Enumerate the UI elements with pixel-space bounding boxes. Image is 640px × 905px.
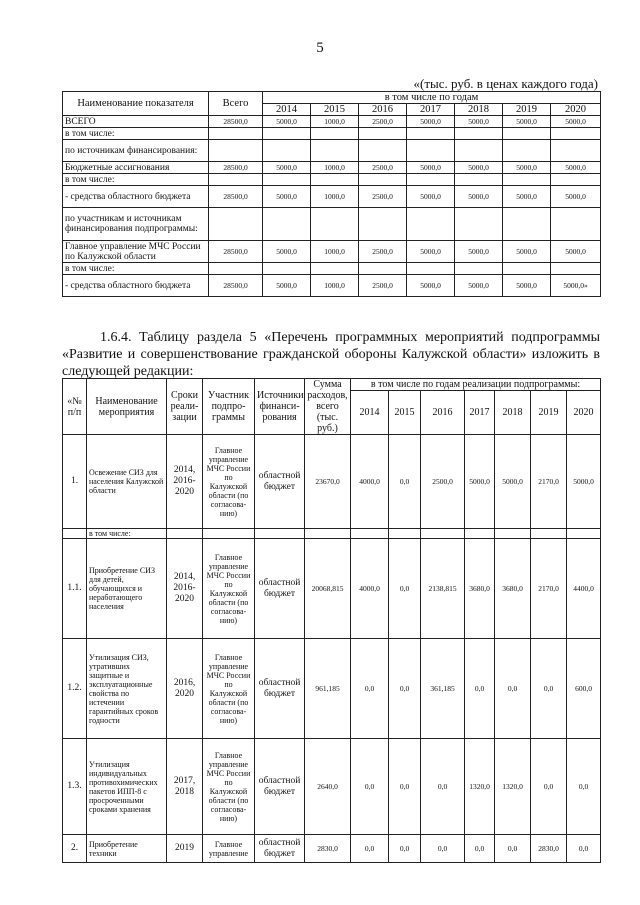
measure-year-value: 1320,0 [465, 739, 495, 835]
header-indicator-name: Наименование показателя [63, 92, 209, 116]
row-year-value [551, 208, 601, 241]
row-year-value [503, 128, 551, 140]
row-year-value: 5000,0 [503, 275, 551, 297]
measure-year-value: 0,0 [465, 639, 495, 739]
row-total [209, 128, 263, 140]
row-year-value: 1000,0 [311, 241, 359, 263]
year-header: 2016 [421, 391, 465, 435]
measure-terms [167, 529, 203, 539]
row-year-value [503, 208, 551, 241]
measure-source: областной бюджет [255, 639, 305, 739]
measures-table [62, 378, 601, 863]
year-header: 2017 [407, 104, 455, 116]
measure-year-value: 0,0 [389, 435, 421, 529]
measure-year-value: 2500,0 [421, 435, 465, 529]
row-year-value [359, 208, 407, 241]
measure-participant [203, 529, 255, 539]
measure-source: областной бюджет [255, 739, 305, 835]
measure-year-value: 0,0 [495, 639, 531, 739]
row-year-value: 5000,0 [407, 275, 455, 297]
row-year-value [263, 140, 311, 162]
measure-year-value: 5000,0 [465, 435, 495, 529]
row-year-value [455, 128, 503, 140]
measure-year-value: 2138,815 [421, 539, 465, 639]
row-label: Бюджетные ассигнования [63, 162, 209, 174]
row-label: - средства областного бюджета [63, 186, 209, 208]
measure-terms: 2017, 2018 [167, 739, 203, 835]
measure-year-value: 0,0 [389, 739, 421, 835]
row-year-value [311, 208, 359, 241]
year-header: 2015 [311, 104, 359, 116]
measure-year-value: 0,0 [465, 835, 495, 863]
measure-participant: Главное управление МЧС России по Калужской области (по согласова-нию) [203, 539, 255, 639]
measure-year-value: 0,0 [351, 739, 389, 835]
measure-year-value: 0,0 [389, 539, 421, 639]
row-year-value [503, 140, 551, 162]
measure-year-value: 2830,0 [531, 835, 567, 863]
row-year-value: 1000,0 [311, 162, 359, 174]
year-header: 2020 [567, 391, 601, 435]
row-year-value [551, 263, 601, 275]
row-year-value: 1000,0 [311, 186, 359, 208]
header-total: Всего [209, 92, 263, 116]
row-year-value: 5000,0 [455, 275, 503, 297]
table-row [63, 174, 601, 186]
measure-num [63, 529, 87, 539]
row-year-value: 5000,0 [407, 162, 455, 174]
row-year-value [551, 128, 601, 140]
measure-sum: 961,185 [305, 639, 351, 739]
row-total [209, 208, 263, 241]
measure-year-value: 0,0 [495, 835, 531, 863]
financing-table [62, 91, 601, 297]
measure-year-value [351, 529, 389, 539]
measure-year-value [389, 529, 421, 539]
row-year-value [503, 174, 551, 186]
measure-year-value: 3680,0 [465, 539, 495, 639]
header-sum: Сумма расходов, всего (тыс. руб.) [305, 379, 351, 435]
row-total: 28500,0 [209, 186, 263, 208]
row-year-value [407, 263, 455, 275]
measure-source: областной бюджет [255, 435, 305, 529]
table-row [63, 435, 601, 529]
row-label: в том числе: [63, 263, 209, 275]
row-year-value [407, 140, 455, 162]
paragraph-text: 1.6.4. Таблицу раздела 5 «Перечень программных мероприятий подпрограммы «Развитие и совершенствование гражданской обороны Калужской области» изложить в следующей редакции: [62, 330, 600, 379]
row-year-value: 5000,0 [551, 186, 601, 208]
year-header: 2017 [465, 391, 495, 435]
measure-sum: 23670,0 [305, 435, 351, 529]
measure-year-value: 0,0 [567, 739, 601, 835]
row-total: 28500,0 [209, 116, 263, 128]
measure-year-value: 0,0 [351, 639, 389, 739]
year-header: 2016 [359, 104, 407, 116]
row-year-value: 5000,0 [551, 241, 601, 263]
table-row [63, 275, 601, 297]
measure-num: 1.1. [63, 539, 87, 639]
measure-year-value: 4400,0 [567, 539, 601, 639]
year-header: 2014 [263, 104, 311, 116]
measure-year-value: 4000,0 [351, 539, 389, 639]
row-year-value [359, 174, 407, 186]
measure-sum: 20068,815 [305, 539, 351, 639]
row-year-value [263, 128, 311, 140]
table-row [63, 186, 601, 208]
row-label: ВСЕГО [63, 116, 209, 128]
row-year-value: 5000,0 [503, 116, 551, 128]
measure-num: 2. [63, 835, 87, 863]
measure-name: Приобретение техники [87, 835, 167, 863]
table-row [63, 539, 601, 639]
row-year-value [551, 140, 601, 162]
measure-name: в том числе: [87, 529, 167, 539]
row-year-value: 5000,0 [407, 116, 455, 128]
row-year-value [263, 208, 311, 241]
measure-participant: Главное управление [203, 835, 255, 863]
row-year-value [455, 140, 503, 162]
table-row [63, 162, 601, 174]
measure-year-value: 3680,0 [495, 539, 531, 639]
year-header: 2014 [351, 391, 389, 435]
measure-year-value: 0,0 [389, 639, 421, 739]
measure-source [255, 529, 305, 539]
row-year-value: 5000,0 [503, 162, 551, 174]
table-row [63, 208, 601, 241]
year-header: 2018 [495, 391, 531, 435]
row-year-value [551, 174, 601, 186]
table-row [63, 739, 601, 835]
row-year-value [455, 208, 503, 241]
measure-year-value: 5000,0 [495, 435, 531, 529]
measure-terms: 2014, 2016-2020 [167, 435, 203, 529]
units-caption: «(тыс. руб. в ценах каждого года) [413, 76, 598, 91]
row-year-value: 5000,0 [455, 116, 503, 128]
table-row [63, 529, 601, 539]
measure-year-value: 361,185 [421, 639, 465, 739]
row-year-value: 5000,0 [503, 241, 551, 263]
measure-year-value: 2170,0 [531, 435, 567, 529]
measure-year-value: 2170,0 [531, 539, 567, 639]
row-year-value: 5000,0 [551, 162, 601, 174]
row-year-value [311, 140, 359, 162]
row-year-value [311, 263, 359, 275]
header-years-group: в том числе по годам [263, 92, 601, 104]
row-label: - средства областного бюджета [63, 275, 209, 297]
instruction-paragraph [62, 329, 600, 380]
row-year-value [359, 128, 407, 140]
row-year-value: 5000,0 [263, 116, 311, 128]
year-header: 2020 [551, 104, 601, 116]
measure-num: 1. [63, 435, 87, 529]
row-year-value [407, 208, 455, 241]
row-year-value: 2500,0 [359, 162, 407, 174]
measure-year-value: 5000,0 [567, 435, 601, 529]
measure-year-value: 0,0 [421, 835, 465, 863]
table-row [63, 639, 601, 739]
measure-participant: Главное управление МЧС России по Калужской области (по согласова-нию) [203, 739, 255, 835]
measure-name: Утилизация СИЗ, утративших защитные и эксплуатационные свойства по истечении гарантийных сроков годности [87, 639, 167, 739]
row-year-value: 5000,0 [263, 186, 311, 208]
row-total [209, 140, 263, 162]
row-year-value [407, 128, 455, 140]
row-year-value: 5000,0 [503, 186, 551, 208]
row-total: 28500,0 [209, 241, 263, 263]
measure-name: Освежение СИЗ для населения Калужской области [87, 435, 167, 529]
table-row [63, 263, 601, 275]
measure-year-value: 0,0 [351, 835, 389, 863]
year-header: 2018 [455, 104, 503, 116]
row-label: в том числе: [63, 174, 209, 186]
row-year-value: 5000,0 [551, 116, 601, 128]
row-year-value: 5000,0 [263, 162, 311, 174]
header-name: Наименование мероприятия [87, 379, 167, 435]
measure-year-value [421, 529, 465, 539]
measure-year-value: 0,0 [389, 835, 421, 863]
row-label: в том числе: [63, 128, 209, 140]
row-year-value: 2500,0 [359, 116, 407, 128]
measure-year-value [465, 529, 495, 539]
header-num: «№ п/п [63, 379, 87, 435]
row-year-value [455, 263, 503, 275]
measure-year-value: 0,0 [421, 739, 465, 835]
row-year-value: 2500,0 [359, 275, 407, 297]
page-number: 5 [316, 40, 324, 56]
measure-year-value [495, 529, 531, 539]
measure-year-value: 4000,0 [351, 435, 389, 529]
row-year-value: 5000,0 [455, 162, 503, 174]
row-label: Главное управление МЧС России по Калужской области [63, 241, 209, 263]
row-total [209, 174, 263, 186]
year-header: 2015 [389, 391, 421, 435]
measure-year-value: 600,0 [567, 639, 601, 739]
measure-year-value: 0,0 [531, 739, 567, 835]
row-year-value: 5000,0 [407, 241, 455, 263]
row-year-value: 2500,0 [359, 186, 407, 208]
row-year-value [263, 263, 311, 275]
measure-year-value: 1320,0 [495, 739, 531, 835]
measure-num: 1.3. [63, 739, 87, 835]
row-year-value [359, 140, 407, 162]
row-year-value [311, 128, 359, 140]
row-year-value: 5000,0 [263, 275, 311, 297]
table-row [63, 835, 601, 863]
measure-year-value [567, 529, 601, 539]
measure-year-value [531, 529, 567, 539]
measure-year-value: 0,0 [531, 639, 567, 739]
row-year-value [263, 174, 311, 186]
measure-participant: Главное управление МЧС России по Калужской области (по согласова-нию) [203, 639, 255, 739]
row-total: 28500,0 [209, 162, 263, 174]
measure-terms: 2016, 2020 [167, 639, 203, 739]
row-year-value [503, 263, 551, 275]
row-year-value [407, 174, 455, 186]
row-year-value [359, 263, 407, 275]
row-year-value: 1000,0 [311, 275, 359, 297]
table-row [63, 128, 601, 140]
row-label: по источникам финансирования: [63, 140, 209, 162]
measure-terms: 2014, 2016-2020 [167, 539, 203, 639]
table-row [63, 140, 601, 162]
row-total: 28500,0 [209, 275, 263, 297]
year-header: 2019 [531, 391, 567, 435]
row-year-value: 5000,0 [407, 186, 455, 208]
measure-source: областной бюджет [255, 539, 305, 639]
header-terms: Сроки реали-зации [167, 379, 203, 435]
row-year-value: 5000,0 [455, 241, 503, 263]
measure-sum: 2640,0 [305, 739, 351, 835]
header-years-group: в том числе по годам реализации подпрограммы: [351, 379, 601, 391]
measure-name: Утилизация индивидуальных противохимических пакетов ИПП-8 с просроченными сроками хранения [87, 739, 167, 835]
row-year-value [455, 174, 503, 186]
row-year-value: 1000,0 [311, 116, 359, 128]
row-year-value: 5000,0 [455, 186, 503, 208]
year-header: 2019 [503, 104, 551, 116]
measure-sum: 2830,0 [305, 835, 351, 863]
table-row [63, 116, 601, 128]
measure-terms: 2019 [167, 835, 203, 863]
row-year-value [311, 174, 359, 186]
measure-num: 1.2. [63, 639, 87, 739]
measure-source: областной бюджет [255, 835, 305, 863]
header-participant: Участник подпро-граммы [203, 379, 255, 435]
measure-sum [305, 529, 351, 539]
row-year-value: 5000,0 [263, 241, 311, 263]
measure-participant: Главное управление МЧС России по Калужской области (по согласова-нию) [203, 435, 255, 529]
row-year-value: 5000,0» [551, 275, 601, 297]
measure-name: Приобретение СИЗ для детей, обучающихся и неработающего населения [87, 539, 167, 639]
row-total [209, 263, 263, 275]
table-row [63, 241, 601, 263]
measure-year-value: 0,0 [567, 835, 601, 863]
header-source: Источники финанси-рования [255, 379, 305, 435]
row-year-value: 2500,0 [359, 241, 407, 263]
row-label: по участникам и источникам финансирования подпрограммы: [63, 208, 209, 241]
